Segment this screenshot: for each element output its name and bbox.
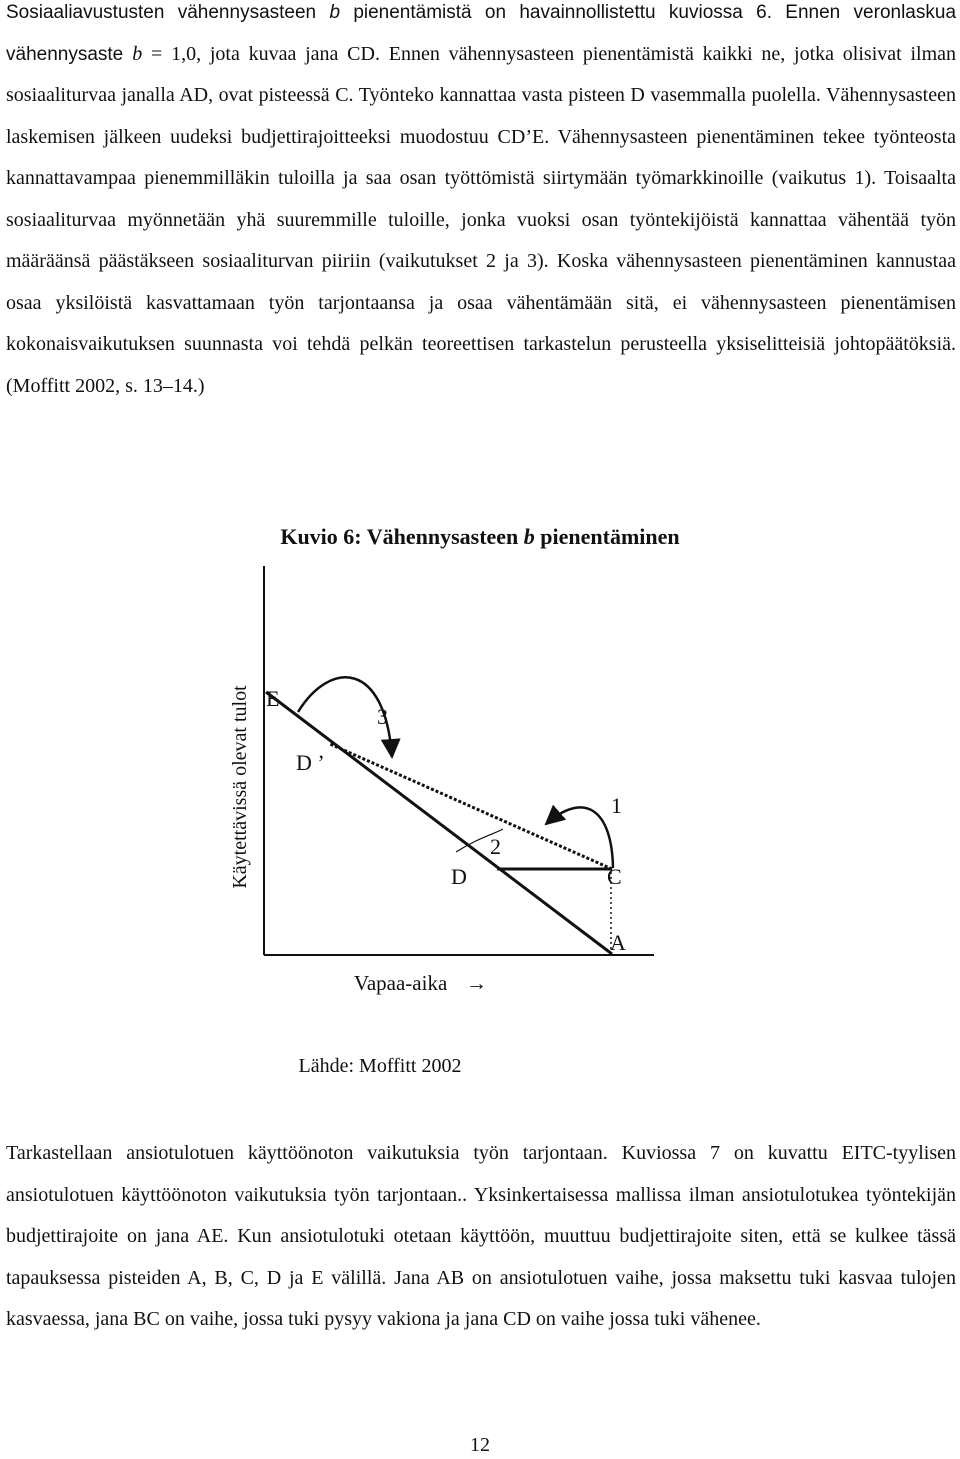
x-axis-arrow-icon: → [466, 971, 487, 995]
label-c: C [607, 864, 622, 889]
caption-prefix: Kuvio 6: Vähennysasteen [280, 524, 524, 549]
intro-paragraph [6, 0, 956, 407]
paragraph-text: = 1,0, jota kuvaa jana CD. Ennen vähennysasteen pienentämistä kaikki ne, jotka olisivat ilman sosiaaliturvaa janalla AD, ovat pisteessä C. Työnteko kannattaa vasta pisteen D vasemmalla puolella. Vähennysasteen laskemisen jälkeen uudeksi budjettirajoitteeksi muodostuu CD’E. [6, 42, 956, 148]
budget-line-ae [266, 692, 612, 954]
figure-caption [0, 524, 960, 550]
budget-constraint-diagram [0, 560, 960, 1000]
variable-b: b [132, 42, 143, 65]
label-effect-1: 1 [611, 793, 622, 818]
new-constraint-cd-prime [330, 744, 612, 869]
paragraph-text: Vähennysasteen pienentäminen tekee työnteosta kannattavampaa pienemmilläkin tuloilla ja saa osan työttömistä siirtymään työmarkkinoille (vaikutus 1). [6, 125, 956, 189]
label-d: D [451, 864, 467, 889]
paragraph-text: Toisaalta sosiaaliturvaa myönnetään yhä suuremmille tuloille, jonka vuoksi osan työntekijöistä kannattaa vähentää työn määräänsä päästäkseen sosiaaliturvan piiriin (vaikutukset 2 ja 3). [6, 167, 956, 272]
label-effect-2: 2 [490, 834, 501, 859]
paragraph-text: Sosiaaliavustusten vähennysasteen [6, 2, 330, 23]
figure-source: Lähde: Moffitt 2002 [298, 1055, 462, 1077]
eitc-paragraph: Tarkastellaan ansiotulotuen käyttöönoton vaikutuksia työn tarjontaan. Kuviossa 7 on kuvattu EITC-tyylisen ansiotulotuen käyttöönoton vaikutuksia työn tarjontaan.. Yksinkertaisessa mallissa ilman ansiotulotukea työntekijän budjettirajoite on jana AE. Kun ansiotulotuki otetaan käyttöön, muuttuu budjettirajoite siten, että se kulkee tässä tapauksessa pisteiden A, B, C, D ja E välillä. Jana AB on ansiotulotuen vaihe, jossa maksettu tuki kasvaa tulojen kasvaessa, jana BC on vaihe, jossa tuki pysyy vakiona ja jana CD on vaihe jossa tuki vähenee. [6, 1142, 956, 1330]
paragraph-text: Koska vähennysasteen pienentäminen kannustaa osaa yksilöistä kasvattamaan työn tarjontaansa ja osaa vähentämään sitä, ei vähennysasteen pienentämisen kokonaisvaikutuksen suunnasta voi tehdä pelkän teoreettisen tarkastelun perusteella yksiselitteisiä johtopäätöksiä. (Moffitt 2002, s. 13–14.) [6, 250, 956, 397]
x-axis-label: Vapaa-aika [354, 971, 448, 995]
effect-1-arrow [546, 807, 613, 868]
caption-variable: b [523, 524, 535, 549]
paragraph-text: pienentämistä on havainnollistettu kuviossa 6. Ennen veronlaskua vähennysaste [6, 2, 957, 65]
label-effect-3: 3 [377, 704, 388, 729]
variable-b: b [329, 2, 341, 23]
label-e: E [266, 686, 280, 711]
label-d-prime: D ’ [296, 750, 325, 775]
page-number: 12 [470, 1434, 490, 1456]
caption-suffix: pienentäminen [534, 524, 680, 549]
y-axis-label: Käytettävissä olevat tulot [229, 685, 251, 889]
label-a: A [610, 930, 626, 955]
